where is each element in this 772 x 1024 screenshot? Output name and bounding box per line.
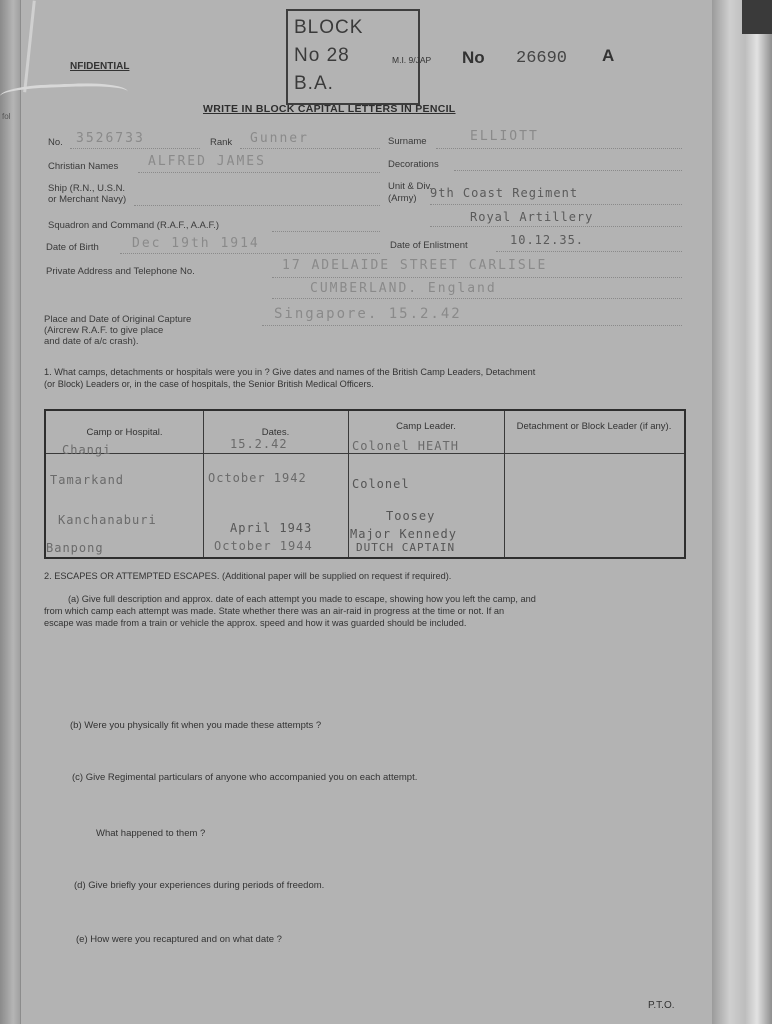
- header-camp-leader: Camp Leader.: [396, 421, 456, 432]
- form-suffix: A: [602, 46, 615, 65]
- ship-label-1: Ship (R.N., U.S.N.: [48, 183, 126, 194]
- unit-label-1: Unit & Div.: [388, 181, 433, 192]
- question-2a-line-3: escape was made from a train or vehicle the approx. speed and how it was guarded should be included.: [44, 618, 467, 628]
- question-1-line-1: 1. What camps, detachments or hospitals were you in ? Give dates and names of the British Camp Leaders, Detachment: [44, 367, 536, 377]
- surname-line: [436, 148, 682, 149]
- christian-names-label: Christian Names: [48, 161, 119, 172]
- rank-value: Gunner: [250, 131, 309, 146]
- no-line: [70, 148, 200, 149]
- header-detachment-leader: Detachment or Block Leader (if any).: [516, 421, 672, 432]
- rank-label: Rank: [210, 137, 233, 148]
- address-line-1: [272, 277, 682, 278]
- question-2-title: 2. ESCAPES OR ATTEMPTED ESCAPES. (Additional paper will be supplied on request if required).: [44, 571, 452, 581]
- question-2c: (c) Give Regimental particulars of anyone who accompanied you on each attempt.: [72, 772, 418, 783]
- capture-label-3: and date of a/c crash).: [44, 336, 139, 347]
- row-5-dates: October 1944: [214, 539, 313, 553]
- row-4-leader: Major Kennedy: [350, 527, 457, 541]
- margin-note: fol: [2, 112, 11, 121]
- question-2a-line-1: (a) Give full description and approx. date of each attempt you made to escape, showing how you left the camp, and: [68, 594, 536, 604]
- unit-value-1: 9th Coast Regiment: [430, 186, 579, 200]
- row-1-camp: Changi: [62, 443, 112, 457]
- row-1-leader: Colonel HEATH: [352, 439, 459, 453]
- question-2a-line-2: from which camp each attempt was made. State whether there was an air-raid in progress at the time or not. If an: [44, 606, 505, 616]
- unit-label-2: (Army): [388, 193, 417, 204]
- capture-label-2: (Aircrew R.A.F. to give place: [44, 325, 164, 336]
- stamp-line-1: BLOCK: [294, 17, 364, 38]
- form-number-label: No: [462, 48, 485, 67]
- unit-line-2: [430, 226, 682, 227]
- right-page-stack: [712, 0, 772, 1024]
- address-line-2: [272, 298, 682, 299]
- left-page-edge: [0, 0, 22, 1024]
- decorations-line: [454, 170, 682, 171]
- no-label: No.: [48, 137, 63, 148]
- stamp-line-3: B.A.: [294, 73, 334, 94]
- row-2-leader: Colonel: [352, 477, 410, 491]
- capture-value: Singapore. 15.2.42: [274, 306, 462, 322]
- row-3-leader: Toosey: [386, 509, 436, 523]
- question-2c-followup: What happened to them ?: [96, 828, 206, 839]
- header-camp: Camp or Hospital.: [86, 427, 163, 438]
- form-reference: M.I. 9/JAP: [392, 55, 432, 65]
- instruction-heading: WRITE IN BLOCK CAPITAL LETTERS IN PENCIL: [203, 103, 456, 115]
- question-2d: (d) Give briefly your experiences during periods of freedom.: [74, 880, 325, 891]
- question-2e: (e) How were you recaptured and on what date ?: [76, 934, 282, 945]
- col-divider-2: [348, 411, 349, 557]
- christian-line: [138, 172, 380, 173]
- enlistment-label: Date of Enlistment: [390, 240, 468, 251]
- ship-line: [134, 205, 380, 206]
- header-divider: [46, 453, 684, 454]
- stamp-line-2: No 28: [294, 45, 350, 66]
- capture-label-1: Place and Date of Original Capture: [44, 314, 192, 325]
- decorations-label: Decorations: [388, 159, 439, 170]
- form-number: 26690: [516, 49, 568, 68]
- address-label: Private Address and Telephone No.: [46, 266, 195, 277]
- page-turn-note: P.T.O.: [648, 1000, 675, 1011]
- address-value-2: CUMBERLAND. England: [310, 281, 497, 296]
- background-corner: [742, 0, 772, 34]
- classification-label: NFIDENTIAL: [70, 61, 130, 72]
- question-2b: (b) Were you physically fit when you made these attempts ?: [70, 720, 322, 731]
- enlistment-line: [496, 251, 682, 252]
- row-5-camp: Banpong: [46, 541, 104, 555]
- dob-label: Date of Birth: [46, 242, 99, 253]
- question-1-line-2: (or Block) Leaders or, in the case of hospitals, the Senior British Medical Officers.: [44, 379, 374, 389]
- unit-line-1: [430, 204, 682, 205]
- enlistment-value: 10.12.35.: [510, 233, 585, 247]
- no-value: 3526733: [76, 131, 145, 146]
- row-2-dates: October 1942: [208, 471, 307, 485]
- header-dates: Dates.: [261, 427, 290, 438]
- dob-line: [120, 253, 380, 254]
- capture-line: [262, 325, 682, 326]
- squadron-label: Squadron and Command (R.A.F., A.A.F.): [48, 220, 220, 231]
- row-2-camp: Tamarkand: [50, 473, 125, 487]
- row-1-dates: 15.2.42: [230, 437, 288, 451]
- camp-table: [44, 409, 686, 559]
- surname-value: ELLIOTT: [470, 129, 539, 144]
- rank-line: [240, 148, 380, 149]
- christian-names-value: ALFRED JAMES: [148, 154, 266, 169]
- unit-value-2: Royal Artillery: [470, 210, 594, 224]
- squadron-line: [272, 231, 380, 232]
- surname-label: Surname: [388, 136, 427, 147]
- row-3-dates: April 1943: [230, 521, 313, 535]
- col-divider-3: [504, 411, 505, 557]
- row-3-camp: Kanchanaburi: [58, 513, 157, 527]
- address-value-1: 17 ADELAIDE STREET CARLISLE: [282, 258, 548, 273]
- row-5-leader: DUTCH CAPTAIN: [356, 541, 456, 554]
- ship-label-2: or Merchant Navy): [48, 194, 127, 205]
- dob-value: Dec 19th 1914: [132, 236, 260, 251]
